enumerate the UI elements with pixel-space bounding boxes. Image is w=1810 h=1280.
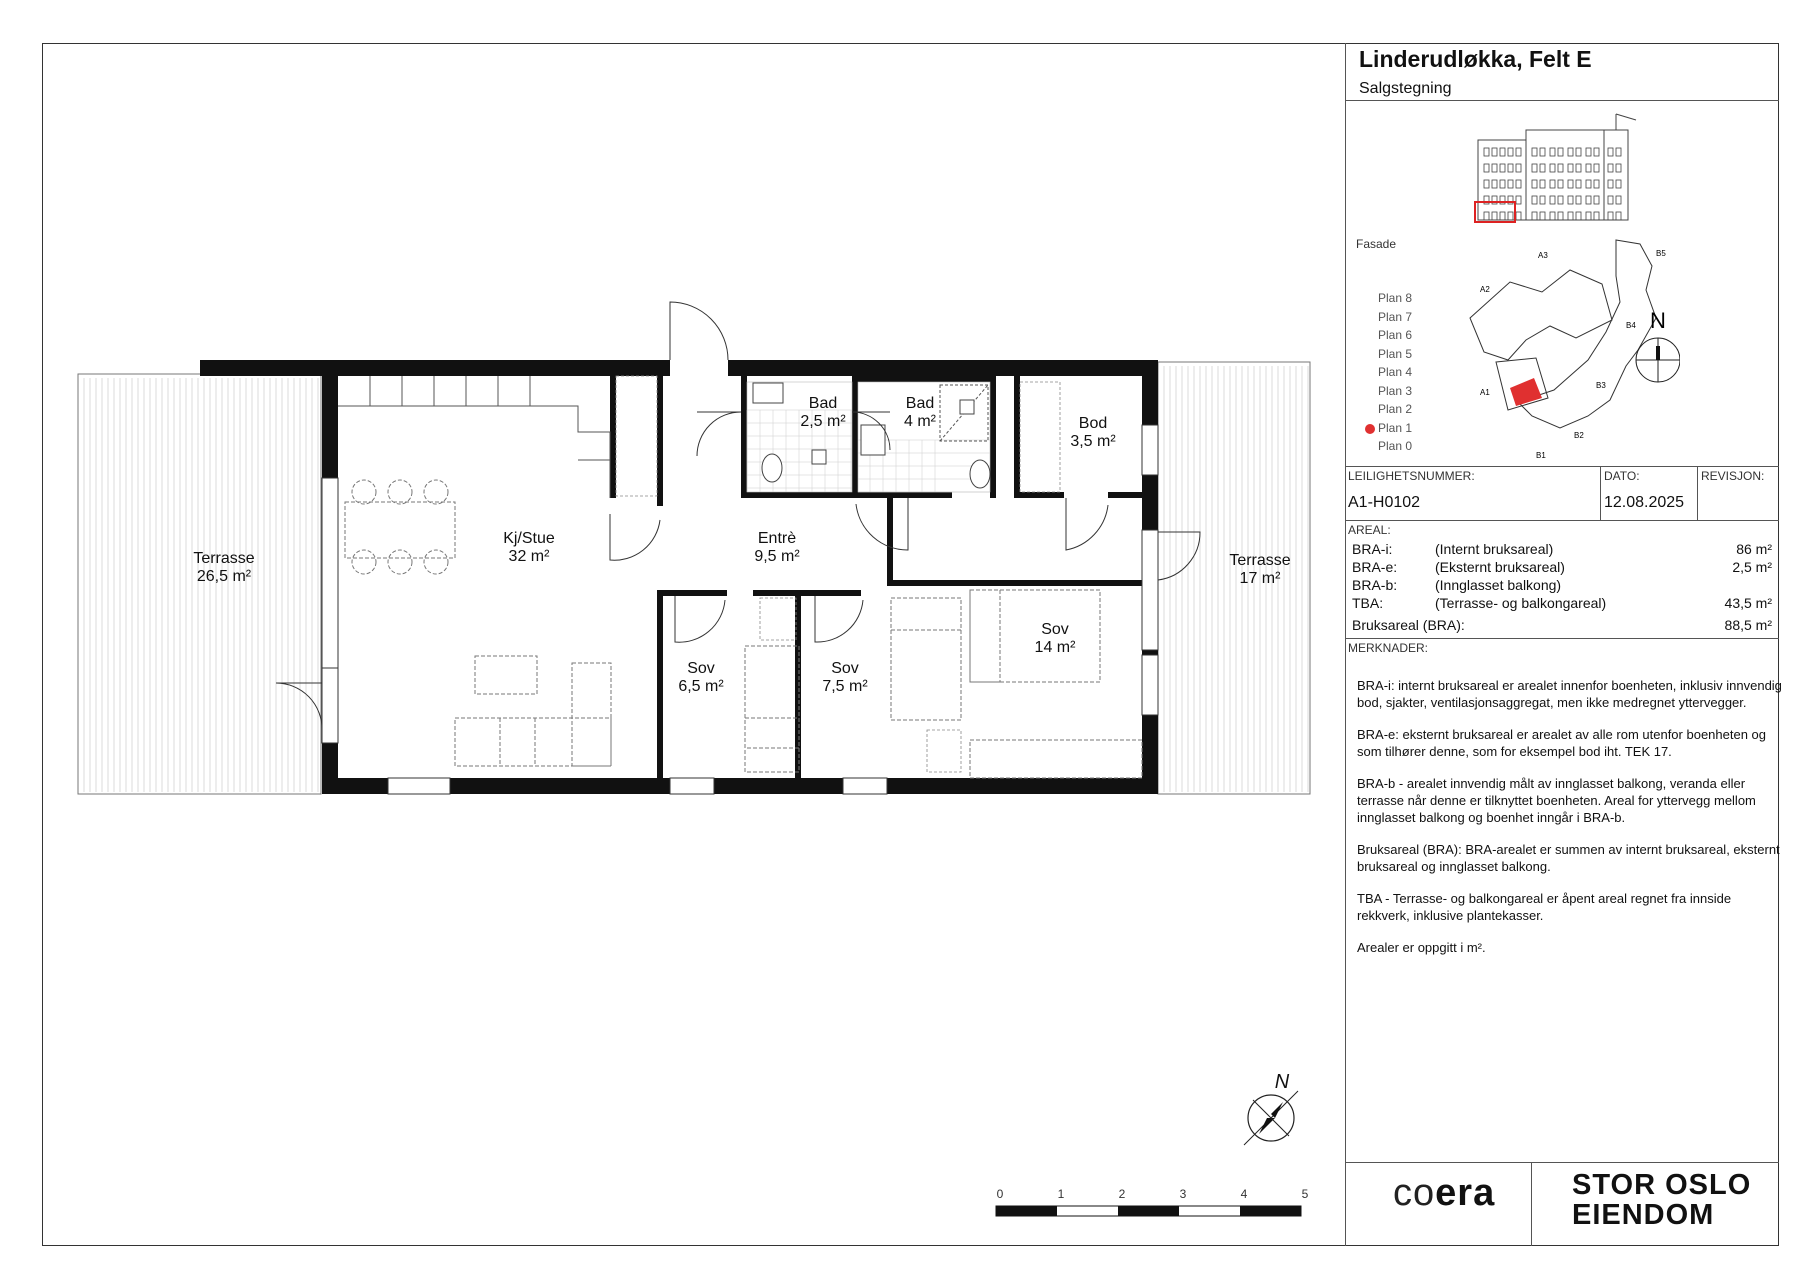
area-desc: (Eksternt bruksareal) [1435, 559, 1565, 575]
area-desc: (Innglasset balkong) [1435, 577, 1562, 593]
area-desc: (Internt bruksareal) [1435, 541, 1554, 557]
building-label-b5: B5 [1656, 249, 1666, 258]
floor-item-plan-0: Plan 0 [1378, 439, 1413, 453]
scale-tick-2: 2 [1118, 1187, 1126, 1201]
floor-item-plan-4: Plan 4 [1378, 365, 1413, 379]
floor-item-plan-5: Plan 5 [1378, 346, 1413, 361]
note-paragraph-1: BRA-e: eksternt bruksareal er arealet av alle rom utenfor boenheten og som tilhører denne, som for eksempel bod iht. TEK 17. [1357, 727, 1767, 759]
room-name-3: Bad [808, 395, 838, 412]
divider [1345, 520, 1779, 521]
room-area-4: 4 m² [904, 413, 936, 430]
room-area-2: 9,5 m² [754, 548, 800, 565]
divider [1345, 100, 1779, 101]
notes-label: MERKNADER: [1348, 641, 1429, 655]
sofa [455, 656, 611, 766]
room-area-9: 14 m² [1034, 639, 1076, 656]
compass [1244, 1091, 1298, 1145]
divider [1345, 466, 1779, 467]
building-label-b1: B1 [1536, 451, 1546, 460]
room-area-3: 2,5 m² [800, 413, 846, 430]
compass-n-label: N [1274, 1071, 1290, 1093]
beds [745, 590, 1142, 778]
room-name-6: Terrasse [1229, 552, 1291, 569]
room-name-4: Bad [905, 395, 935, 412]
note-paragraph-4: TBA - Terrasse- og balkongareal er åpent areal regnet fra innside rekkverk, inklusive plantekasser. [1357, 891, 1732, 923]
scale-tick-1: 1 [1057, 1187, 1065, 1201]
area-code: TBA: [1352, 595, 1384, 611]
divider [1697, 466, 1698, 520]
divider [1345, 1162, 1779, 1163]
coera-logo: coera [1393, 1172, 1496, 1214]
building-label-b3: B3 [1596, 381, 1606, 390]
area-code: BRA-e: [1352, 559, 1398, 575]
areas-label: AREAL: [1348, 523, 1391, 537]
note-paragraph-2: BRA-b - arealet innvendig målt av innglasset balkong, veranda eller terrasse når denne er tilknyttet boenheten. Areal for yttervegg mellom innglasset balkong og boenhet inngår i BRA-b. [1357, 776, 1756, 825]
area-code: BRA-b: [1352, 577, 1398, 593]
room-name-8: Sov [831, 660, 859, 677]
building-label-a2: A2 [1480, 285, 1490, 294]
revision-label: REVISJON: [1701, 469, 1765, 483]
building-label-a1: A1 [1480, 388, 1490, 397]
date-label: DATO: [1604, 469, 1640, 483]
active-floor-dot [1365, 424, 1375, 434]
room-area-1: 32 m² [508, 548, 550, 565]
scale-tick-0: 0 [996, 1187, 1004, 1201]
floor-item-plan-7: Plan 7 [1378, 309, 1413, 324]
interior-walls [657, 372, 1142, 780]
note-paragraph-5: Arealer er oppgitt i m². [1357, 940, 1486, 955]
room-area-5: 3,5 m² [1070, 433, 1116, 450]
room-name-0: Terrasse [193, 550, 255, 567]
date-value: 12.08.2025 [1604, 494, 1685, 511]
divider [1531, 1162, 1532, 1246]
room-area-0: 26,5 m² [196, 568, 252, 585]
room-area-6: 17 m² [1239, 570, 1281, 587]
room-name-7: Sov [687, 660, 715, 677]
room-name-2: Entrè [757, 530, 797, 547]
facade-thumbnail [1470, 112, 1640, 224]
unit-number-value: A1-H0102 [1348, 494, 1421, 511]
windows [322, 425, 1158, 794]
room-name-1: Kj/Stue [503, 530, 555, 547]
floor-item-plan-1: Plan 1 [1378, 420, 1413, 435]
area-value: 86 m² [1736, 541, 1772, 557]
note-paragraph-3: Bruksareal (BRA): BRA-arealet er summen av internt bruksareal, eksternt bruksareal og innglasset balkong. [1357, 842, 1780, 874]
area-code: BRA-i: [1352, 541, 1393, 557]
area-value: 88,5 m² [1724, 617, 1772, 633]
floor-item-plan-3: Plan 3 [1378, 383, 1413, 398]
area-value: 2,5 m² [1732, 559, 1772, 575]
divider [1345, 638, 1779, 639]
note-paragraph-0: BRA-i: internt bruksareal er arealet innenfor boenheten, inklusiv innvendig bod, sjakter, ventilasjonsaggregat, men ikke medregnet yttervegger. [1357, 678, 1782, 710]
scale-tick-3: 3 [1179, 1187, 1187, 1201]
kitchen-cabinets [338, 376, 610, 498]
project-title: Linderudløkka, Felt E [1359, 46, 1592, 72]
scale-bar [996, 1187, 1309, 1216]
dining-table [345, 480, 455, 574]
terrace-right [1158, 362, 1310, 794]
keyplan-compass [1636, 338, 1680, 382]
unit-number-label: LEILIGHETSNUMMER: [1348, 469, 1475, 483]
building-label-a3: A3 [1538, 251, 1548, 260]
area-value: 43,5 m² [1724, 595, 1772, 611]
floor-item-plan-8: Plan 8 [1378, 291, 1413, 305]
floor-plan [42, 43, 1347, 1246]
divider [1600, 466, 1601, 520]
room-area-7: 6,5 m² [678, 678, 724, 695]
stor-oslo-eiendom-logo: STOR OSLO EIENDOM [1572, 1169, 1752, 1231]
area-desc: (Terrasse- og balkongareal) [1435, 595, 1607, 611]
building-label-b4: B4 [1626, 321, 1636, 330]
scale-tick-5: 5 [1301, 1187, 1309, 1201]
unit-highlight [1510, 378, 1542, 406]
building-label-b2: B2 [1574, 431, 1584, 440]
scale-tick-4: 4 [1240, 1187, 1248, 1201]
room-name-5: Bod [1078, 415, 1108, 432]
panel-divider [1345, 43, 1346, 1246]
keyplan-north-label: N [1650, 308, 1666, 333]
notes-text [1357, 677, 1782, 971]
floor-item-plan-2: Plan 2 [1378, 402, 1413, 416]
drawing-subtitle: Salgstegning [1359, 80, 1452, 97]
room-name-9: Sov [1041, 621, 1069, 638]
floor-item-plan-6: Plan 6 [1378, 328, 1413, 342]
facade-label: Fasade [1356, 237, 1397, 251]
area-code: Bruksareal (BRA): [1352, 617, 1465, 633]
site-key-plan [1450, 230, 1680, 470]
room-area-8: 7,5 m² [822, 678, 868, 695]
